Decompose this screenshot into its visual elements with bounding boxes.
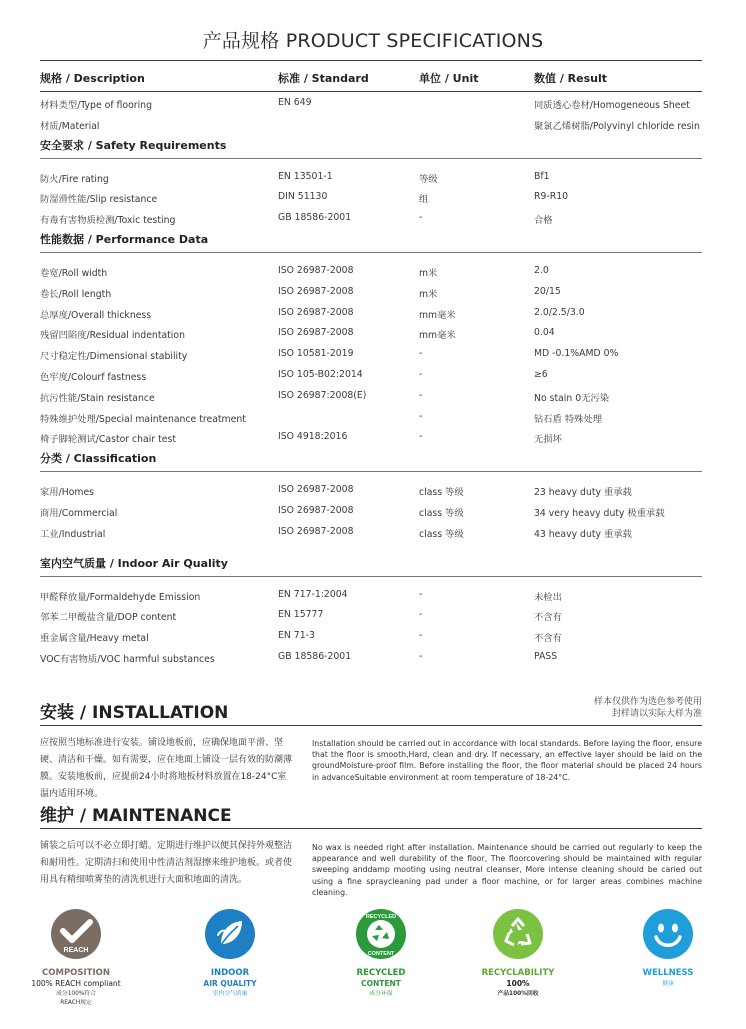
certification-badges xyxy=(0,908,746,1018)
table-row xyxy=(40,501,702,522)
row-std: DIN 51130 xyxy=(278,191,328,203)
section-heading xyxy=(40,543,702,577)
row-unit: - xyxy=(419,588,423,600)
table-row xyxy=(40,427,702,448)
table-row xyxy=(40,522,702,543)
recycled-content-icon xyxy=(355,908,407,960)
row-std: ISO 26987-2008 xyxy=(278,306,354,318)
row-desc: VOC有害物质/VOC harmful substances xyxy=(40,653,215,665)
table-row xyxy=(40,261,702,282)
section-title: 性能数据 / Performance Data xyxy=(40,232,209,246)
section-heading xyxy=(40,135,702,159)
maintenance-title: 维护 / MAINTENANCE xyxy=(40,806,232,826)
badge-cn-label: 健康 xyxy=(662,981,674,987)
badge-label: RECYCLED xyxy=(356,968,406,978)
row-desc: 卷长/Roll length xyxy=(40,288,112,300)
row-result: PASS xyxy=(534,650,558,662)
header-unit: 单位 / Unit xyxy=(419,72,479,85)
row-std: ISO 26987:2008(E) xyxy=(278,389,367,401)
row-desc: 尺寸稳定性/Dimensional stability xyxy=(40,351,188,363)
row-result: R9-R10 xyxy=(534,191,569,203)
recycle-icon xyxy=(492,908,544,960)
row-result: No stain 0无污染 xyxy=(534,392,610,404)
row-result: 不含有 xyxy=(534,612,562,624)
row-result: 同质透心卷材/Homogeneous Sheet xyxy=(534,100,690,111)
row-desc: 特殊维护处理/Special maintenance treatment xyxy=(40,413,246,425)
row-desc: 防湿滑性能/Slip resistance xyxy=(40,194,158,206)
header-description: 规格 / Description xyxy=(40,72,145,85)
row-result: 不含有 xyxy=(534,633,562,645)
row-result: 23 heavy duty 重承载 xyxy=(534,487,632,499)
leaf-icon xyxy=(204,908,256,960)
header-result: 数值 / Result xyxy=(534,72,608,85)
row-unit: - xyxy=(419,609,423,621)
row-desc: 材质/Material xyxy=(40,120,100,132)
row-unit: - xyxy=(419,630,423,642)
ring-text-top: RECYCLED xyxy=(365,914,397,920)
section-title: 安全要求 / Safety Requirements xyxy=(40,138,227,152)
row-desc: 色牢度/Colourf fastness xyxy=(40,371,147,383)
badge-label: INDOOR xyxy=(210,968,250,978)
table-row xyxy=(40,344,702,365)
badge-sublabel: CONTENT xyxy=(361,979,401,988)
badge-label: RECYCLABILITY xyxy=(481,968,555,978)
page-title: 产品规格 PRODUCT SPECIFICATIONS xyxy=(202,30,544,52)
row-unit: mm毫米 xyxy=(419,330,456,342)
badge-wellness xyxy=(608,908,728,987)
row-result: 2.0/2.5/3.0 xyxy=(534,306,585,318)
row-desc: 卷宽/Roll width xyxy=(40,267,108,279)
row-result: 34 very heavy duty 极重承载 xyxy=(534,507,665,519)
table-row xyxy=(40,323,702,344)
row-result: Bf1 xyxy=(534,170,550,182)
row-desc: 重金属含量/Heavy metal xyxy=(40,633,149,645)
row-desc: 防火/Fire rating xyxy=(40,173,109,185)
table-row xyxy=(40,114,702,135)
badge-label: COMPOSITION xyxy=(42,968,110,978)
table-row xyxy=(40,647,702,668)
table-row xyxy=(40,365,702,386)
table-header xyxy=(40,60,702,92)
table-row xyxy=(40,626,702,647)
row-std: ISO 26987-2008 xyxy=(278,327,354,339)
section-heading xyxy=(40,448,702,472)
badge-indoor-air xyxy=(170,908,290,997)
badge-sublabel: 100% xyxy=(506,979,530,988)
row-result: ≥6 xyxy=(534,368,548,380)
table-row xyxy=(40,282,702,303)
row-std: EN 13501-1 xyxy=(278,170,333,182)
row-desc: 家用/Homes xyxy=(40,487,95,499)
table-row xyxy=(40,407,702,428)
ring-text-bottom: CONTENT xyxy=(367,951,395,957)
reach-badge-text: REACH xyxy=(63,947,89,954)
row-desc: 抗污性能/Stain resistance xyxy=(40,392,155,404)
table-row xyxy=(40,187,702,208)
row-result: 钻石盾 特殊处理 xyxy=(534,413,603,425)
table-row xyxy=(40,208,702,229)
row-result: 0.04 xyxy=(534,327,555,339)
row-unit: 等级 xyxy=(419,173,438,185)
row-result: 2.0 xyxy=(534,264,549,276)
row-std: GB 18586-2001 xyxy=(278,212,352,224)
row-std: ISO 26987-2008 xyxy=(278,504,354,516)
installation-text-en: Installation should be carried out in accordance with local standards. Before laying the floor, ensure that the floor is smooth,Hard, clean and dry. If necessary, an effective layer should be laid on the groundMoisture-proof film. Before installing the floor, the floor material should be placed 24 hours in advanceSuitable environment at room temperature of 18-24°C. xyxy=(312,739,702,782)
table-row xyxy=(40,480,702,501)
row-unit: - xyxy=(419,650,423,662)
table-row xyxy=(40,93,702,114)
row-unit: m米 xyxy=(419,267,438,279)
row-result: 无损坏 xyxy=(534,434,562,446)
row-desc: 椅子脚轮测试/Castor chair test xyxy=(40,434,176,446)
row-result: 合格 xyxy=(534,215,553,227)
row-std: GB 18586-2001 xyxy=(278,650,352,662)
row-std: ISO 26987-2008 xyxy=(278,285,354,297)
row-desc: 总厚度/Overall thickness xyxy=(40,309,152,321)
row-std: ISO 26987-2008 xyxy=(278,264,354,276)
row-result: 20/15 xyxy=(534,285,561,297)
sample-note-line: 样本仅供作为选色参考使用 xyxy=(593,697,702,707)
row-unit: mm毫米 xyxy=(419,309,456,321)
maintenance-text-cn: 铺装之后可以不必立即打蜡。定期进行维护以便其保持外观整洁和耐用性。定期清扫和使用中性清洁剂湿擦来维护地板。或者使用具有精细喷雾垫的清洗机进行大面积地面的清洗。 xyxy=(40,841,293,885)
badge-sublabel: 100% REACH compliant xyxy=(31,979,121,988)
row-unit: - xyxy=(419,212,423,224)
section-title: 分类 / Classification xyxy=(40,452,157,466)
badge-label: WELLNESS xyxy=(642,968,694,978)
table-row xyxy=(40,605,702,626)
row-desc: 甲醛释放量/Formaldehyde Emission xyxy=(40,591,201,603)
sample-note-line: 封样请以实际大样为准 xyxy=(611,709,702,719)
badge-recycled-content xyxy=(321,908,441,997)
row-std: EN 15777 xyxy=(278,609,324,621)
table-row xyxy=(40,585,702,606)
row-desc: 工业/Industrial xyxy=(40,528,106,540)
row-result: 未检出 xyxy=(534,591,562,603)
table-row xyxy=(40,167,702,188)
badge-cn-label: REACH规定 xyxy=(60,1000,92,1006)
badge-cn-label: 成分环保 xyxy=(369,991,393,997)
row-unit: m米 xyxy=(419,288,438,300)
row-std: ISO 26987-2008 xyxy=(278,525,354,537)
row-std: EN 71-3 xyxy=(278,630,315,642)
row-desc: 材料类型/Type of flooring xyxy=(40,100,152,111)
row-std: EN 649 xyxy=(278,97,312,108)
spec-table xyxy=(40,60,702,668)
row-desc: 商用/Commercial xyxy=(40,507,118,519)
maintenance-heading xyxy=(40,803,702,829)
installation-title: 安装 / INSTALLATION xyxy=(40,703,229,723)
table-row xyxy=(40,303,702,324)
row-result: 43 heavy duty 重承载 xyxy=(534,528,632,540)
badge-composition xyxy=(16,908,136,1006)
section-heading xyxy=(40,229,702,253)
row-result: MD -0.1%AMD 0% xyxy=(534,348,619,360)
row-std: EN 717-1:2004 xyxy=(278,588,348,600)
smiley-icon xyxy=(642,908,694,960)
row-std: ISO 105-B02:2014 xyxy=(278,368,363,380)
row-unit: - xyxy=(419,368,423,380)
row-unit: class 等级 xyxy=(419,507,464,519)
row-unit: - xyxy=(419,431,423,443)
row-std: ISO 26987-2008 xyxy=(278,484,354,496)
installation-text-cn: 应按照当地标准进行安装。铺设地板前，应确保地面平滑、坚硬、清洁和干燥。如有需要，应在地面上铺设一层有效的防潮薄膜。安装地板前，应提前24小时将地板材料放置在18-24°C室温内适用环境。 xyxy=(40,738,293,799)
badge-cn-label: 产品100%回收 xyxy=(497,991,539,997)
maintenance-text-en: No wax is needed right after installation. Maintenance should be carried out regularly to keep the appearance and well durability of the floor, The floorcovering should be maintained with regular sweeping anddamp mooting using neutral cleanser, More intense cleaning should be caried out using a fine spraycleaning pad under a floor machine, or for larger areas combines machine cleaning. xyxy=(312,843,702,897)
table-row xyxy=(40,386,702,407)
section-title: 室内空气质量 / Indoor Air Quality xyxy=(40,556,228,570)
row-std: ISO 4918:2016 xyxy=(278,431,348,443)
row-unit: class 等级 xyxy=(419,528,464,540)
row-result: 聚氯乙烯树脂/Polyvinyl chloride resin xyxy=(534,120,700,132)
row-std: ISO 10581-2019 xyxy=(278,348,354,360)
badge-recyclability xyxy=(458,908,578,997)
row-unit: - xyxy=(419,410,423,422)
badge-cn-label: 成分100%符合 xyxy=(56,991,96,997)
row-desc: 残留凹陷度/Residual indentation xyxy=(40,330,185,342)
header-standard: 标准 / Standard xyxy=(278,72,369,85)
row-desc: 有毒有害物质检测/Toxic testing xyxy=(40,215,176,227)
row-unit: - xyxy=(419,348,423,360)
reach-check-icon xyxy=(50,908,102,960)
installation-heading xyxy=(40,700,702,726)
row-unit: 组 xyxy=(419,194,429,206)
row-desc: 邻苯二甲酸盐含量/DOP content xyxy=(40,612,177,624)
badge-sublabel: AIR QUALITY xyxy=(203,979,257,988)
row-unit: class 等级 xyxy=(419,487,464,499)
badge-cn-label: 室内空气质量 xyxy=(212,991,248,997)
row-unit: - xyxy=(419,389,423,401)
